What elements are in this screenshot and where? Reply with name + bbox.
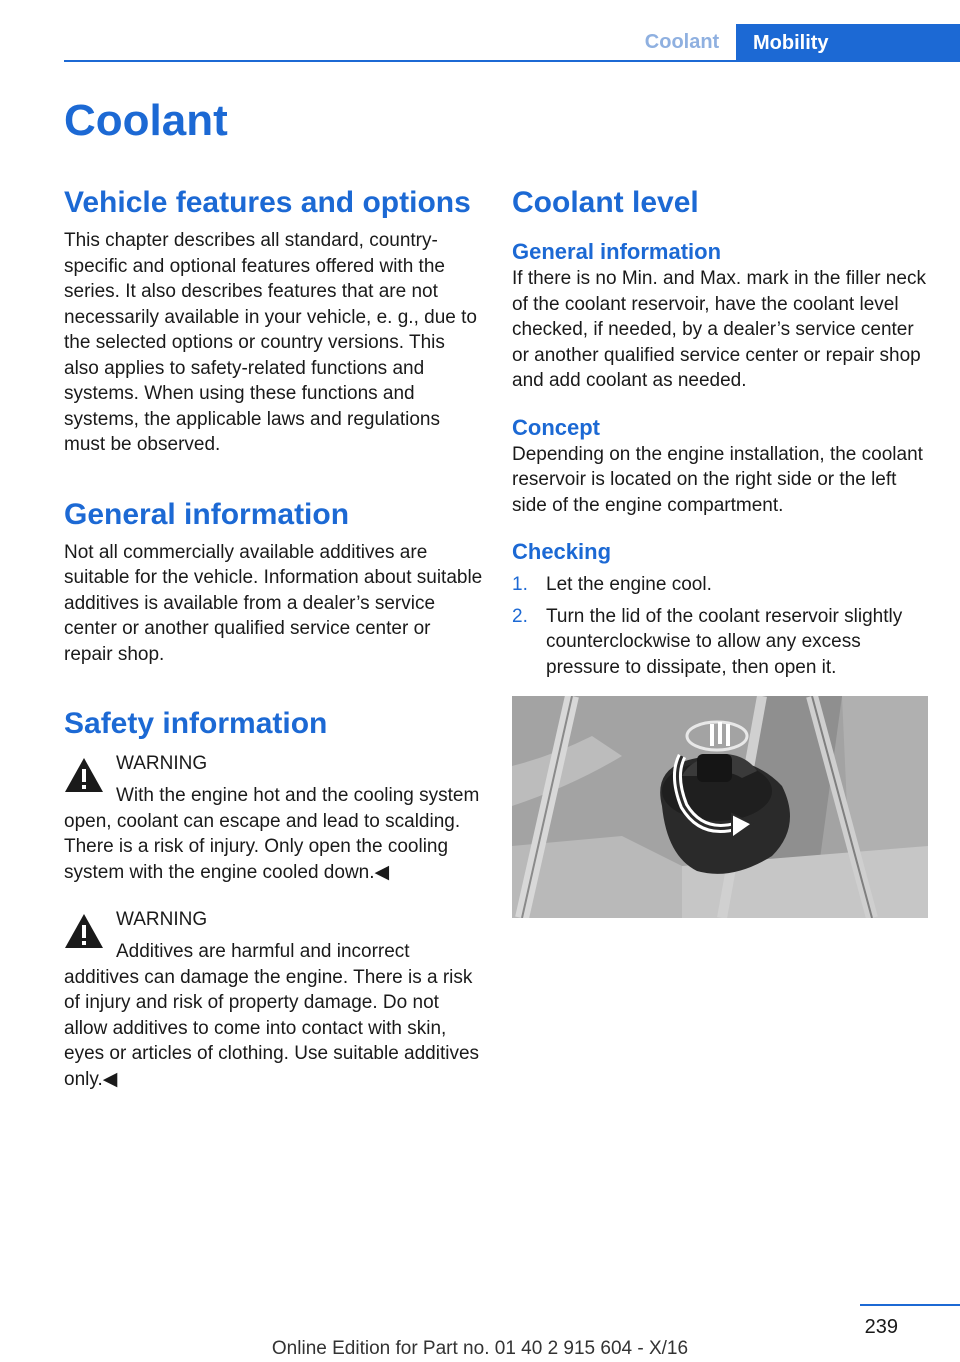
chapter-tab: Mobility — [736, 24, 960, 62]
header-rule — [64, 60, 960, 62]
checking-subheading: Checking — [512, 539, 612, 564]
step-text: Let the engine cool. — [546, 574, 712, 595]
general-information-subheading: General information — [512, 239, 722, 264]
page-title: Coolant — [64, 96, 228, 145]
section-tab: Coolant — [644, 30, 720, 53]
vehicle-features-text: This chapter describes all standard, country-specific and optional features offered with the series. It also describes features that are not necessarily available in your vehicle, e. g., due to the selected options or country versions. This also applies to safety-related functions and systems. When using these functions and systems, the applicable laws and regulations must be observed. — [64, 230, 477, 455]
step-number: 2. — [512, 605, 528, 627]
right-column — [512, 184, 932, 918]
warning-text: Additives are harmful and incorrect additives can damage the engine. There is a risk of injury and risk of property damage. Do not allow additives to come into contact with skin, eyes or articles of clothing. Use suitable additives only.◀ — [64, 941, 480, 1090]
concept-subheading: Concept — [512, 414, 600, 440]
coolant-reservoir-illustration — [512, 696, 928, 918]
warning-label: WARNING — [116, 753, 208, 774]
warning-label: WARNING — [116, 909, 208, 930]
concept-text: Depending on the engine installation, the coolant reservoir is located on the right side or the left side of the engine compartment. — [512, 443, 923, 516]
general-information-text: Not all commercially available additives are suitable for the vehicle. Information about suitable additives is available from a dealer’s service center or another qualified service center or repair shop. — [64, 541, 483, 665]
safety-information-heading: Safety information — [64, 707, 328, 740]
coolant-level-heading: Coolant level — [512, 186, 699, 219]
warning-triangle-icon — [64, 757, 104, 793]
step-text: Turn the lid of the coolant reservoir slightly counterclockwise to allow any excess pressure to dissipate, then open it. — [546, 605, 903, 678]
left-column — [64, 184, 484, 1092]
step-number: 1. — [512, 574, 528, 595]
general-information-heading: General information — [64, 497, 350, 531]
warning-block — [64, 907, 484, 1092]
page-number-rule — [860, 1304, 960, 1306]
vehicle-features-heading: Vehicle features and options — [64, 186, 471, 219]
footer-edition: Online Edition for Part no. 01 40 2 915 604 - X/16 — [271, 1338, 689, 1359]
warning-text: With the engine hot and the cooling system open, coolant can escape and lead to scalding. There is a risk of injury. Only open the cooling system with the engine cooled down.◀ — [64, 785, 480, 883]
general-information-text: If there is no Min. and Max. mark in the filler neck of the coolant reservoir, have the coolant level checked, if needed, by a dealer’s service center or another qualified service center or repair shop and add coolant as needed. — [512, 268, 926, 391]
page-header — [0, 24, 960, 62]
warning-block — [64, 751, 484, 885]
list-item — [512, 572, 932, 598]
coolant-reservoir-figure — [512, 696, 928, 918]
page-number: 239 — [864, 1316, 898, 1338]
checking-steps — [512, 572, 932, 680]
list-item — [512, 604, 932, 681]
warning-triangle-icon — [64, 913, 104, 949]
